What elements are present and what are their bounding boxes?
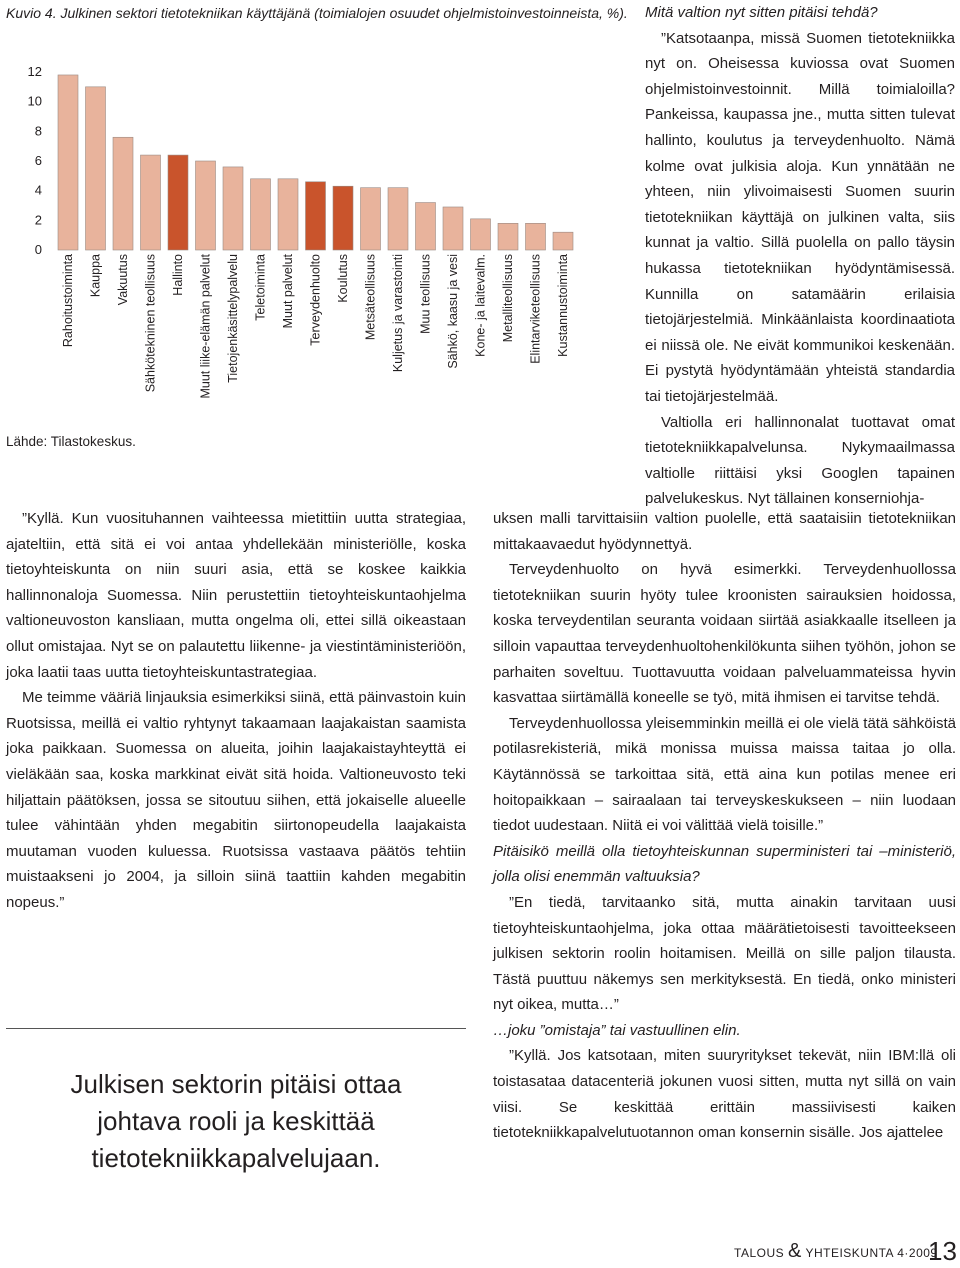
bar-0 bbox=[58, 75, 78, 250]
x-tick-label: Hallinto bbox=[171, 254, 185, 296]
bar-3 bbox=[141, 155, 161, 250]
bar-13 bbox=[416, 203, 436, 250]
footer-publication bbox=[734, 1240, 938, 1263]
y-tick-label: 12 bbox=[27, 64, 42, 79]
y-tick-label: 2 bbox=[34, 212, 42, 228]
bar-chart-svg bbox=[6, 48, 600, 448]
paragraph: uksen malli tarvittaisiin valtion puolelle, että saataisiin tietotekniikan mittakaavaedut hyödynnettyä. bbox=[493, 510, 956, 553]
bar-5 bbox=[196, 161, 216, 250]
x-tick-label: Muut palvelut bbox=[281, 254, 295, 329]
right-column-top-text bbox=[645, 0, 955, 512]
bar-6 bbox=[223, 167, 243, 250]
x-tick-label: Kone- ja laitevalm. bbox=[473, 254, 488, 357]
paragraph: ”Katsotaanpa, missä Suomen tietotekniikka nyt on. Oheisessa kuviossa ovat Suomen ohjelmistoinvestoinnit. Millä toimialoilla? Pankeissa, kaupassa jne., mutta sitten tulevat hallinto, koulutus ja terveydenhuolto. Nämä kolme ovat julkisia aloja. Kun ynnätään ne yhteen, niin ylivoimaisesti Suomen suurin tietotekniikan käyttäjä on julkinen valta, siis kunnat ja valtio. Sillä puolella on pallo täysin hukassa tietotekniikan hyödyntämisessä. Kunnilla on satamäärin erilaisia tietojärjestelmiä. Minkäänlaista koordinaatiota ei niissä ole. Ne eivät kommunikoi keskenään. Ei pystytä hyödyntämään yhteistä standardia tai tietojärjestelmää. bbox=[645, 29, 955, 405]
x-tick-label: Sähkö, kaasu ja vesi bbox=[446, 254, 460, 369]
x-tick-label: Kauppa bbox=[88, 254, 103, 298]
y-tick-label: 6 bbox=[34, 153, 42, 168]
bar-2 bbox=[113, 137, 133, 250]
bar-12 bbox=[388, 188, 408, 250]
bar-11 bbox=[361, 188, 381, 250]
paragraph: ”Kyllä. Kun vuosituhannen vaihteessa mietittiin uutta strategiaa, ajateltiin, että sitä ei voi antaa yhdellekään ministeriölle, koska tietoyhteiskunta on niin suuri asia, että se koskee kaikkia hallinnonaloja Suomessa. Niin perustettiin tietoyhteiskuntaohjelma valtioneuvoston kansliaan, mutta ongelma oli, ettei sillä oikeastaan ollut omistajaa. Nyt se on palautettu liikenne- ja viestintäministeriöön, joka laatii taas uutta tietoyhteiskuntastrategiaa. bbox=[6, 510, 466, 681]
paragraph: Terveydenhuolto on hyvä esimerkki. Terveydenhuollossa tietotekniikan suurin hyöty tulee kroonisten sairauksien hoidossa, koska terveydentilan seuranta voidaan siirtää asiakkaalle itselleen ja silloin vapauttaa terveydenhuoltohenkilökunta siihen työhön, johon se parhaiten soveltuu. Tuottavuutta voidaan palveluammateissa hyvin kasvattaa siirtämällä koneelle se työ, mitä ihmisen ei tarvitse tehdä. bbox=[493, 561, 956, 707]
paragraph: Mitä valtion nyt sitten pitäisi tehdä? bbox=[645, 4, 878, 21]
y-tick-label: 8 bbox=[34, 123, 42, 139]
paragraph: ”Kyllä. Jos katsotaan, miten suuryritykset tekevät, niin IBM:llä oli toistasataa datacenteriä jokunen vuosi sitten, mutta nyt sillä on vain viisi. Se keskittää erittäin massiivisesti kaiken tietotekniikkapalvelutuotannon oman konsernin sisälle. Jos ajattelee bbox=[493, 1047, 956, 1142]
paragraph: Pitäisikö meillä olla tietoyhteiskunnan superministeri tai –ministeriö, jolla olisi enemmän valtuuksia? bbox=[493, 842, 956, 886]
pull-quote: Julkisen sektorin pitäisi ottaa johtava rooli ja keskittää tietotekniikkapalvelujaan. bbox=[70, 1069, 402, 1173]
right-column-bottom-text bbox=[493, 506, 956, 1146]
bar-7 bbox=[251, 179, 271, 250]
bar-18 bbox=[553, 232, 573, 250]
y-tick-label: 4 bbox=[34, 182, 42, 198]
bar-17 bbox=[526, 223, 546, 250]
page-number: 13 bbox=[928, 1236, 957, 1266]
paragraph: Me teimme vääriä linjauksia esimerkiksi siinä, että päinvastoin kuin Ruotsissa, meillä ei valtio ryhtynyt takaamaan laajakaistan saamista joka paikkaan. Suomessa on alueita, joihin laajakaistayhteyttä ei vieläkään saa, koska markkinat eivät sitä hoida. Valtioneuvosto teki hiljattain päätöksen, jossa se sitoutuu siihen, että jokaiselle alueelle tulee vähintään yhden megabitin siirtonopeudella laajakaista muutaman vuoden kuluessa. Ruotsissa vastaava päätös tehtiin muistaakseni jo 2004, ja silloin siinä taattiin kahden megabitin nopeus.” bbox=[6, 689, 466, 911]
pull-quote-rule bbox=[6, 1028, 466, 1029]
paragraph: Valtiolla eri hallinnonalat tuottavat omat tietotekniikkapalvelunsa. Nykymaailmassa valtiolle riittäisi yksi Googlen tapainen palvelukeskus. Nyt tällainen konserniohja- bbox=[645, 413, 955, 508]
x-tick-label: Vakuutus bbox=[116, 254, 130, 306]
x-tick-label: Koulutus bbox=[336, 254, 350, 303]
bar-chart bbox=[6, 48, 600, 458]
bar-1 bbox=[86, 87, 106, 250]
bar-8 bbox=[278, 179, 298, 250]
left-column-text bbox=[6, 506, 466, 916]
y-tick-label: 0 bbox=[34, 242, 42, 257]
x-tick-label: Metsäteollisuus bbox=[363, 254, 378, 341]
x-tick-label: Kuljetus ja varastointi bbox=[391, 254, 405, 373]
bar-9 bbox=[306, 182, 326, 250]
x-tick-label: Muu teollisuus bbox=[418, 254, 433, 334]
x-tick-label: Muut liike-elämän palvelut bbox=[198, 254, 213, 399]
footer-left: TALOUS bbox=[734, 1246, 785, 1260]
paragraph: Terveydenhuollossa yleisemminkin meillä ei ole vielä tätä sähköistä potilasrekisteriä, mikä monissa muissa maissa taitaa jo olla. Käytännössä se tarkoittaa sitä, että aina kun potilas menee eri hoitopaikkaan – sairaalaan tai terveyskeskukseen – niin luodaan tiedot uudestaan. Niitä ei voi välittää vielä toisille.” bbox=[493, 714, 956, 835]
footer-right: YHTEISKUNTA 4·2009 bbox=[805, 1246, 938, 1260]
x-tick-label: Terveydenhuolto bbox=[308, 254, 323, 346]
bar-10 bbox=[333, 186, 353, 250]
bar-15 bbox=[471, 219, 491, 250]
x-tick-label: Tietojenkäsittelypalvelu bbox=[226, 254, 240, 383]
x-tick-label: Teletoiminta bbox=[253, 254, 268, 321]
x-tick-label: Metalliteollisuus bbox=[501, 254, 515, 343]
bar-16 bbox=[498, 223, 518, 250]
paragraph: ”En tiedä, tarvitaanko sitä, mutta ainakin tarvitaan uusi tietoyhteiskuntaohjelma, joka ottaa määrätietoisesti tavoitteekseen julkisen sektorin roolin hoitamisen. Meillä on sille paljon tilausta. Tästä puuttuu näkemys sen merkityksestä. En tiedä, onko ministeri nyt oikea, mutta…” bbox=[493, 893, 956, 1014]
chart-source: Lähde: Tilastokeskus. bbox=[6, 434, 136, 449]
paragraph: …joku ”omistaja” tai vastuullinen elin. bbox=[493, 1021, 741, 1039]
footer-amp: & bbox=[787, 1240, 802, 1262]
x-tick-label: Rahoitustoiminta bbox=[61, 254, 75, 348]
bar-4 bbox=[168, 155, 188, 250]
y-tick-label: 10 bbox=[27, 93, 42, 109]
figure-caption: Kuvio 4. Julkinen sektori tietotekniikan käyttäjänä (toimialojen osuudet ohjelmistoinvestoinneista, %). bbox=[6, 5, 628, 21]
x-tick-label: Kustannustoiminta bbox=[556, 254, 570, 357]
x-tick-label: Sähkötekninen teollisuus bbox=[143, 254, 158, 393]
x-tick-label: Elintarviketeollisuus bbox=[528, 254, 543, 364]
bar-14 bbox=[443, 207, 463, 250]
